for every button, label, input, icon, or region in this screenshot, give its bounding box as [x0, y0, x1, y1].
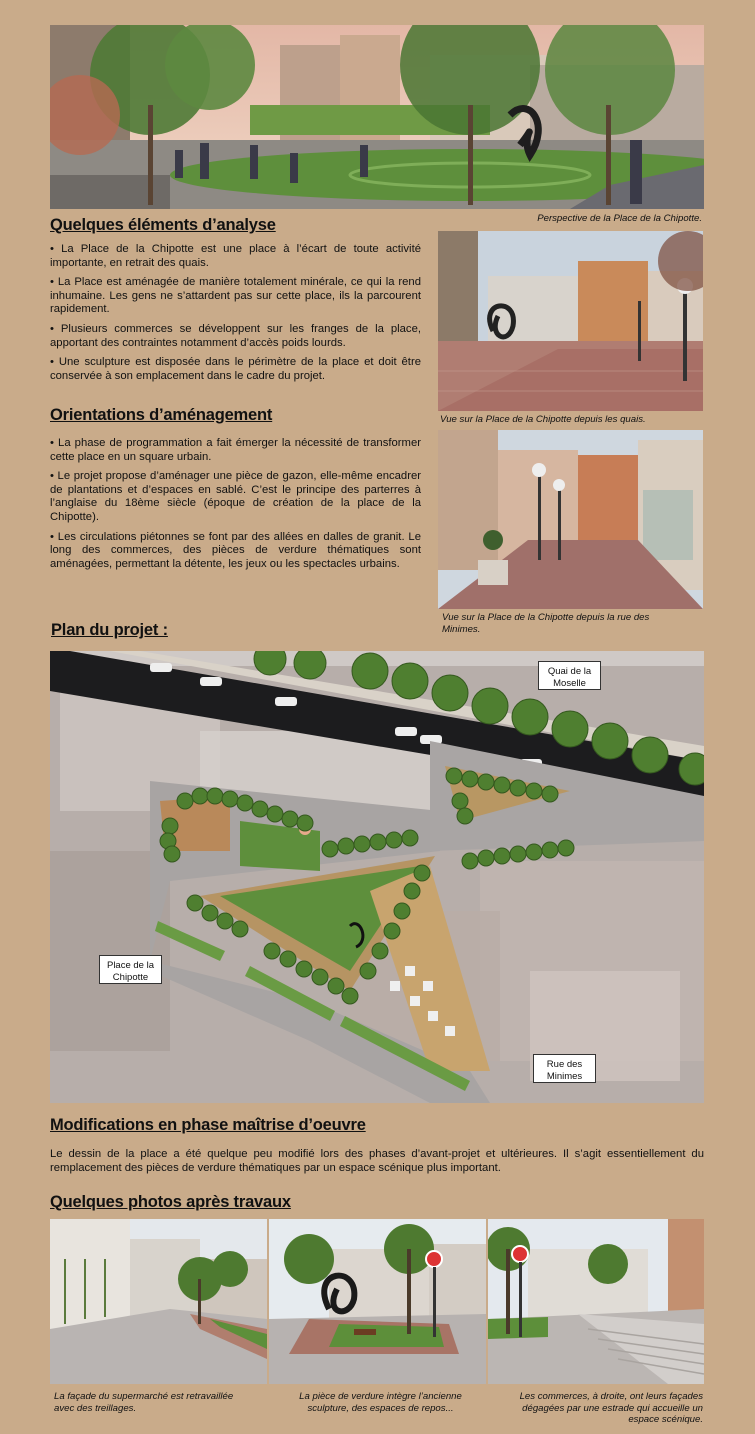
- plan-label-place: Place de la Chipotte: [99, 955, 162, 984]
- orientations-title: Orientations d’aménagement: [50, 406, 273, 424]
- analyse-text: [50, 243, 421, 389]
- plan-image: [50, 651, 704, 1103]
- modifications-text: Le dessin de la place a été quelque peu modifié lors des phases d’avant-projet et ultérieures. Il s’agit essentiellement du remplacement des pièces de verdure thématiques par un espace scénique plus important.: [50, 1148, 704, 1174]
- analyse-paragraph: • La Place est aménagée de manière totalement minérale, ce qui la rend inhumaine. Les gens ne s’attardent pas sur cette place, ils la parcourent rapidement.: [50, 276, 421, 316]
- analyse-paragraph: • Plusieurs commerces se développent sur les franges de la place, apportant des contraintes notamment d’accès poids lourds.: [50, 322, 421, 349]
- orientations-text: [50, 437, 421, 577]
- apres-photo-1: [50, 1219, 267, 1384]
- analyse-paragraph: • La Place de la Chipotte est une place à l’écart de toute activité importante, en retrait des quais.: [50, 243, 421, 269]
- orientations-paragraph: • La phase de programmation a fait émerger la nécessité de transformer cette place en un square urbain.: [50, 437, 421, 463]
- apres-caption-2: La pièce de verdure intègre l’ancienne sculpture, des espaces de repos...: [299, 1391, 462, 1414]
- plan-label-rue: Rue des Minimes: [533, 1054, 596, 1083]
- side-photo-minimes-caption: Vue sur la Place de la Chipotte depuis la rue des Minimes.: [442, 612, 650, 635]
- analyse-paragraph: • Une sculpture est disposée dans le périmètre de la place et doit être conservée à son emplacement dans le cadre du projet.: [50, 356, 421, 382]
- modifications-title: Modifications en phase maîtrise d’oeuvre: [50, 1116, 366, 1134]
- analyse-title: Quelques éléments d’analyse: [50, 216, 276, 234]
- side-photo-quais-caption: Vue sur la Place de la Chipotte depuis les quais.: [440, 414, 646, 425]
- plan-title: Plan du projet :: [51, 621, 168, 639]
- apres-title: Quelques photos après travaux: [50, 1193, 291, 1211]
- plan-label-quai: Quai de la Moselle: [538, 661, 601, 690]
- orientations-paragraph: • Les circulations piétonnes se font par des allées en dalles de granit. Le long des commerces, des pièces de verdure thématiques sont aménagées, permettant la détente, les jeux ou les spectacles urbains.: [50, 530, 421, 570]
- apres-caption-3: Les commerces, à droite, ont leurs façades dégagées par une estrade qui accueille un espace scénique.: [519, 1391, 703, 1425]
- orientations-paragraph: • Le projet propose d’aménager une pièce de gazon, elle-même encadrer de plantations et d’espaces en sablé. C’est le principe des parterres à l’anglaise du 18ème siècle (époque de création de la place de la Chipotte).: [50, 470, 421, 523]
- perspective-caption: Perspective de la Place de la Chipotte.: [537, 213, 702, 224]
- side-photo-minimes: [438, 430, 703, 609]
- perspective-image: [50, 25, 704, 209]
- apres-caption-1: La façade du supermarché est retravaillée avec des treillages.: [54, 1391, 234, 1414]
- side-photo-quais: [438, 231, 703, 411]
- apres-photo-3: [488, 1219, 704, 1384]
- apres-photo-2: [269, 1219, 486, 1384]
